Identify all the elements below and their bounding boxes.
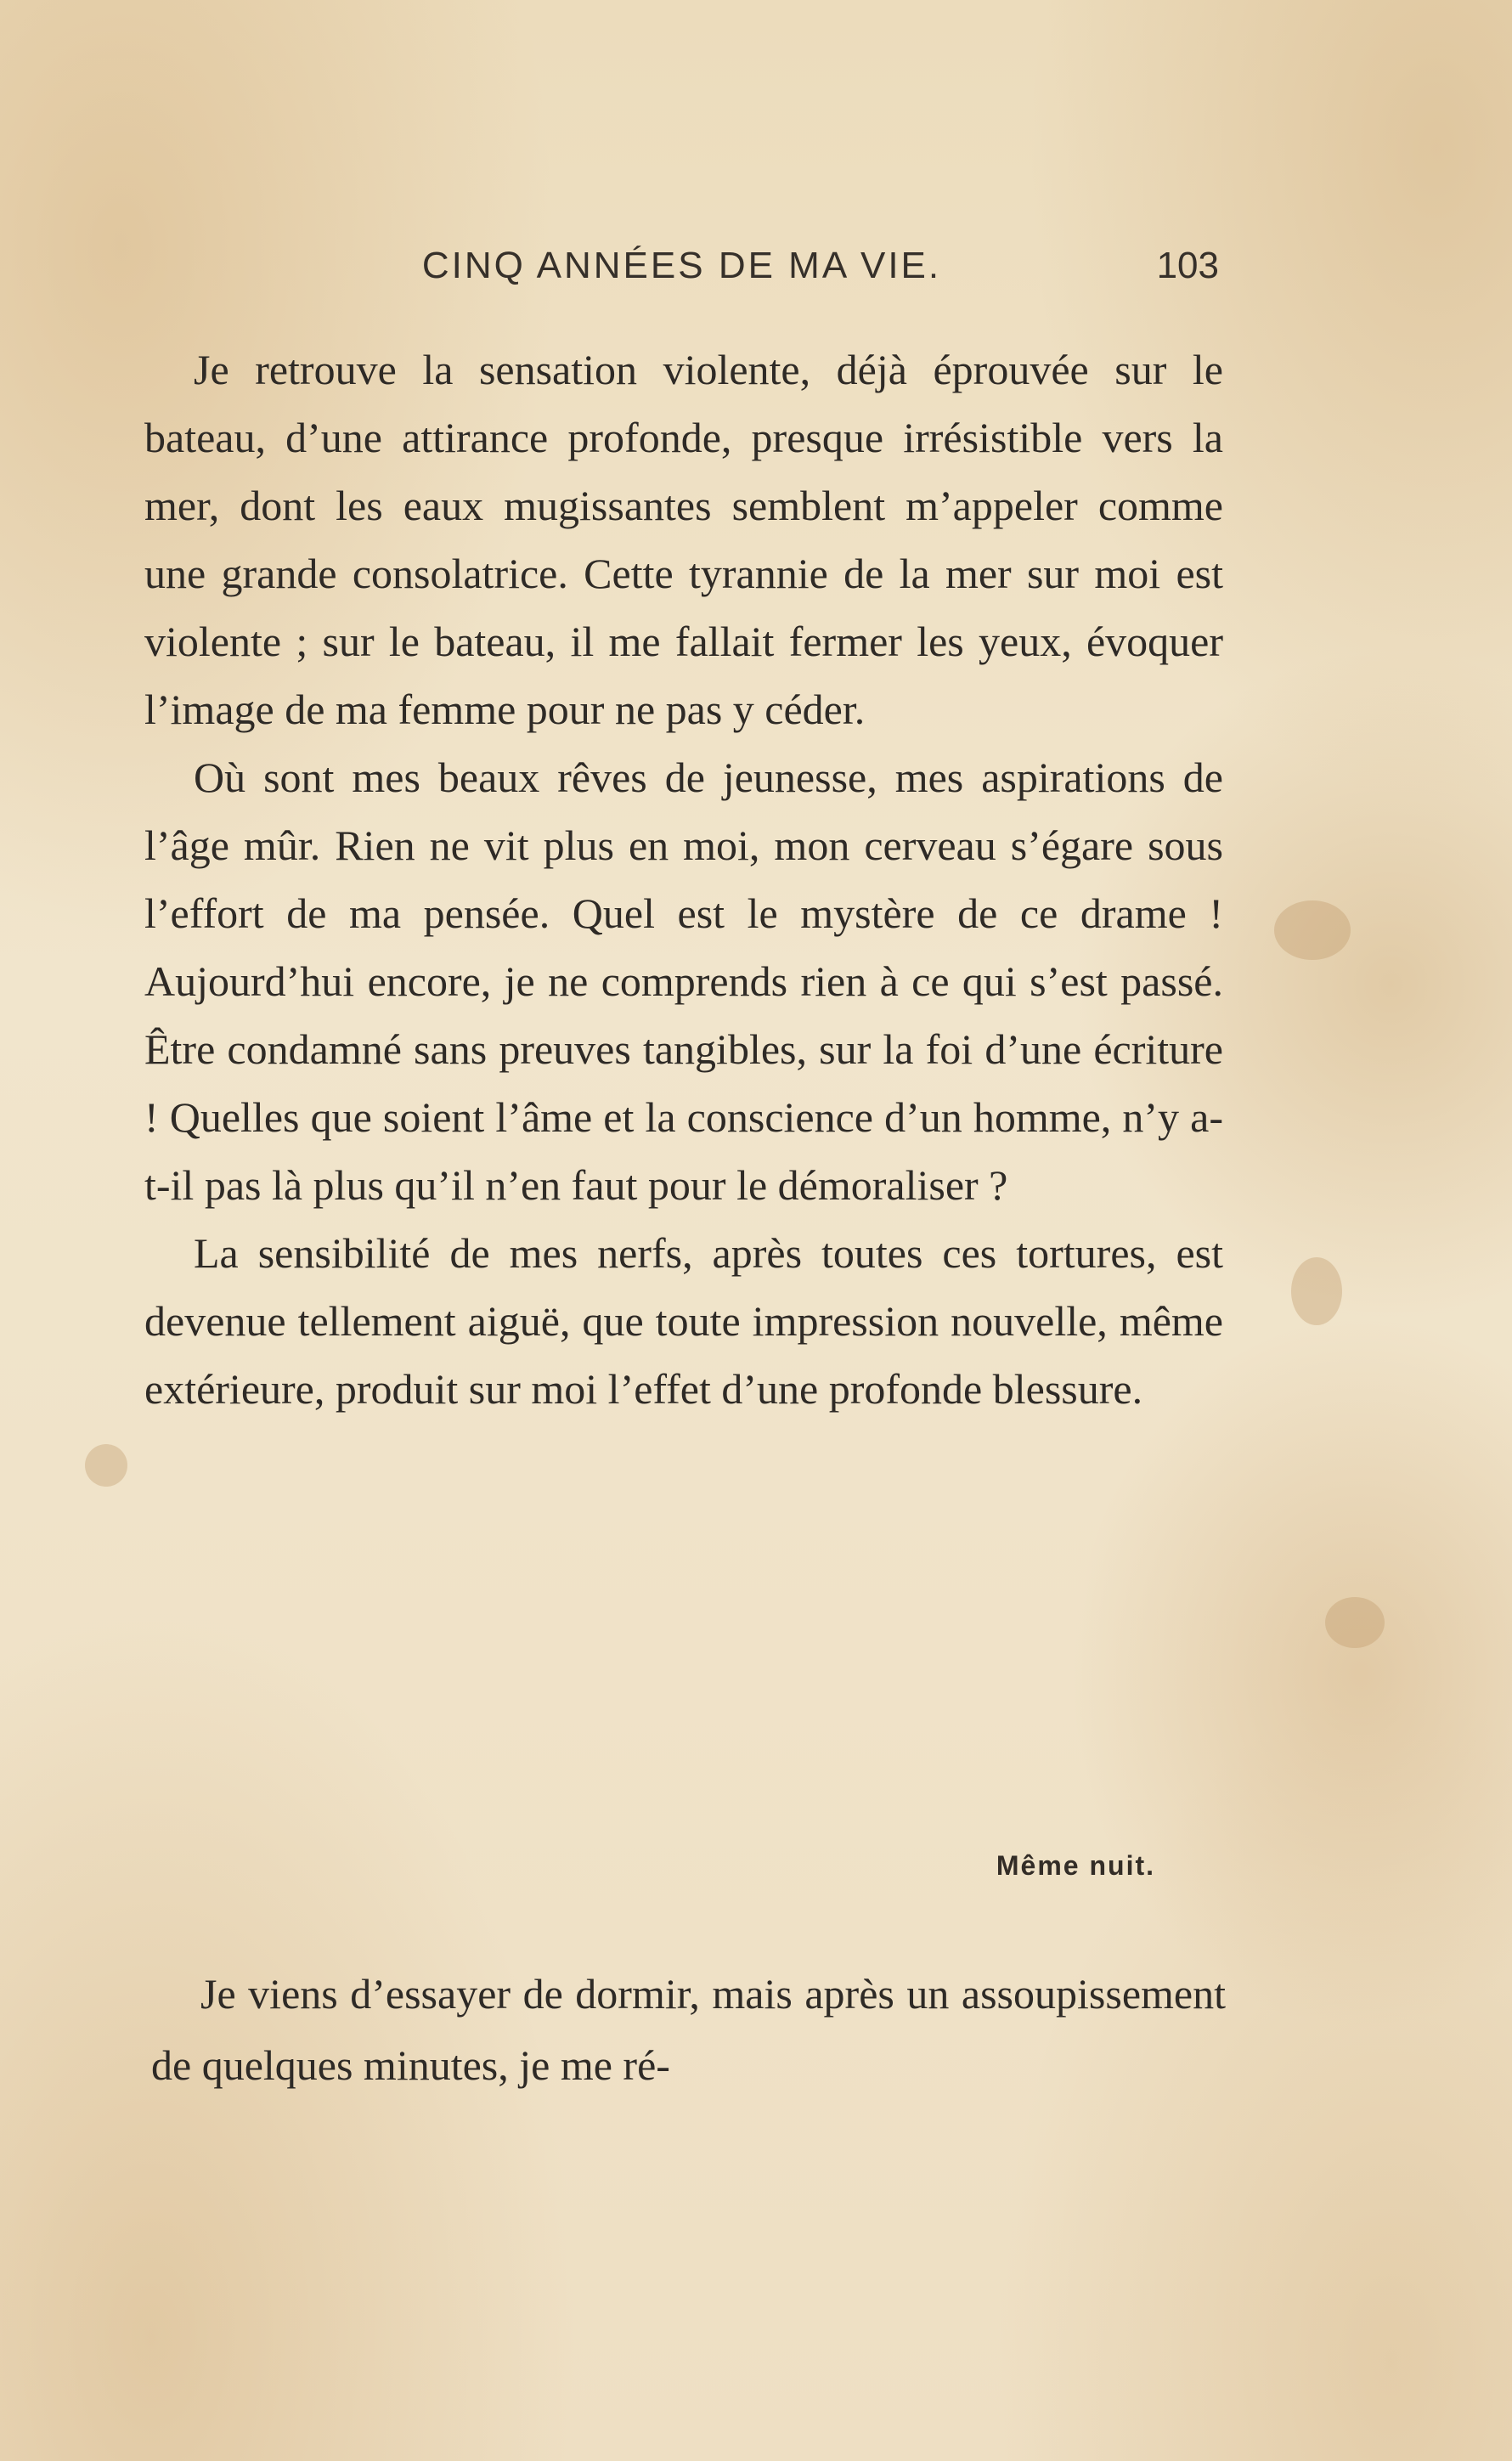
- paper-stain: [1291, 1257, 1342, 1325]
- paragraph: La sensibilité de mes nerfs, après toutes ces tortures, est devenue tellement aiguë, que toute impression nouvelle, même extérieure, produit sur moi l’effet d’une profonde blessure.: [144, 1229, 1223, 1413]
- page-header: [144, 245, 1219, 296]
- paper-stain: [1274, 900, 1351, 960]
- continuation-text: [151, 1958, 1226, 2101]
- paragraph: Où sont mes beaux rêves de jeunesse, mes aspirations de l’âge mûr. Rien ne vit plus en moi, mon cerveau s’égare sous l’effort de ma pensée. Quel est le mystère de ce drame ! Aujourd’hui encore, je ne comprends rien à ce qui s’est passé. Être condamné sans preuves tangibles, sur la foi d’une écriture ! Quelles que soient l’âme et la conscience d’un homme, n’y a-t-il pas là plus qu’il n’en faut pour le démoraliser ?: [144, 754, 1223, 1209]
- paragraph: Je viens d’essayer de dormir, mais après un assoupissement de quelques minutes, je me ré-: [151, 1970, 1226, 2089]
- page-number: 103: [1156, 245, 1219, 286]
- paragraph: Je retrouve la sensation violente, déjà éprouvée sur le bateau, d’une attirance profonde, presque irrésistible vers la mer, dont les eaux mugissantes semblent m’appeler comme une grande consolatrice. Cette tyrannie de la mer sur moi est violente ; sur le bateau, il me fallait fermer les yeux, évoquer l’image de ma femme pour ne pas y céder.: [144, 346, 1223, 733]
- main-text: [144, 336, 1223, 1423]
- paper-stain: [1325, 1597, 1385, 1648]
- paper-stain: [85, 1444, 127, 1487]
- section-heading: Même nuit.: [996, 1850, 1155, 1881]
- running-title: CINQ ANNÉES DE MA VIE.: [421, 245, 942, 286]
